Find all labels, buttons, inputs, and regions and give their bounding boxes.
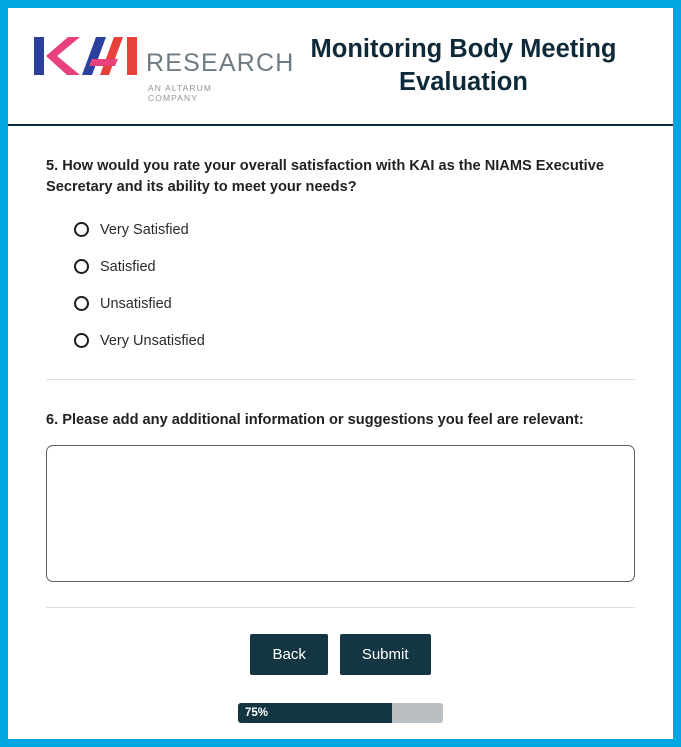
logo-research-text: RESEARCH	[146, 49, 295, 77]
logo-tagline: AN ALTARUM COMPANY	[148, 83, 213, 103]
radio-circle-icon[interactable]	[74, 222, 89, 237]
additional-comments-textarea[interactable]	[46, 445, 635, 582]
progress-bar-fill	[238, 703, 392, 723]
radio-option-satisfied[interactable]	[74, 248, 635, 285]
logo-top-row	[30, 33, 295, 79]
survey-page	[8, 8, 673, 739]
radio-option-very-satisfied[interactable]	[74, 211, 635, 248]
form-buttons	[46, 634, 635, 675]
kai-wordmark-icon	[30, 33, 140, 79]
option-label: Very Satisfied	[100, 221, 189, 238]
kai-research-logo	[30, 29, 295, 103]
question-5-text: 5. How would you rate your overall satisfaction with KAI as the NIAMS Executive Secretary and its ability to meet your needs?	[46, 158, 604, 195]
page-header	[8, 8, 673, 126]
survey-content	[8, 126, 673, 739]
question-6-input-wrap	[46, 445, 635, 587]
question-5-block	[46, 126, 635, 359]
submit-button[interactable]: Submit	[340, 634, 431, 675]
radio-circle-icon[interactable]	[74, 333, 89, 348]
radio-option-unsatisfied[interactable]	[74, 285, 635, 322]
radio-circle-icon[interactable]	[74, 296, 89, 311]
footer-divider	[46, 607, 635, 608]
radio-option-very-unsatisfied[interactable]	[74, 322, 635, 359]
option-label: Satisfied	[100, 258, 156, 275]
back-button[interactable]: Back	[250, 634, 327, 675]
question-6-block	[46, 380, 635, 587]
question-6-text: 6. Please add any additional information or suggestions you feel are relevant:	[46, 412, 584, 429]
radio-circle-icon[interactable]	[74, 259, 89, 274]
progress-bar	[238, 703, 443, 723]
progress-percent-label: 75%	[245, 707, 269, 720]
option-label: Unsatisfied	[100, 295, 172, 312]
page-title: Monitoring Body Meeting Evaluation	[310, 34, 617, 96]
question-5-options	[74, 211, 635, 359]
progress-row	[46, 703, 635, 723]
option-label: Very Unsatisfied	[100, 332, 205, 349]
